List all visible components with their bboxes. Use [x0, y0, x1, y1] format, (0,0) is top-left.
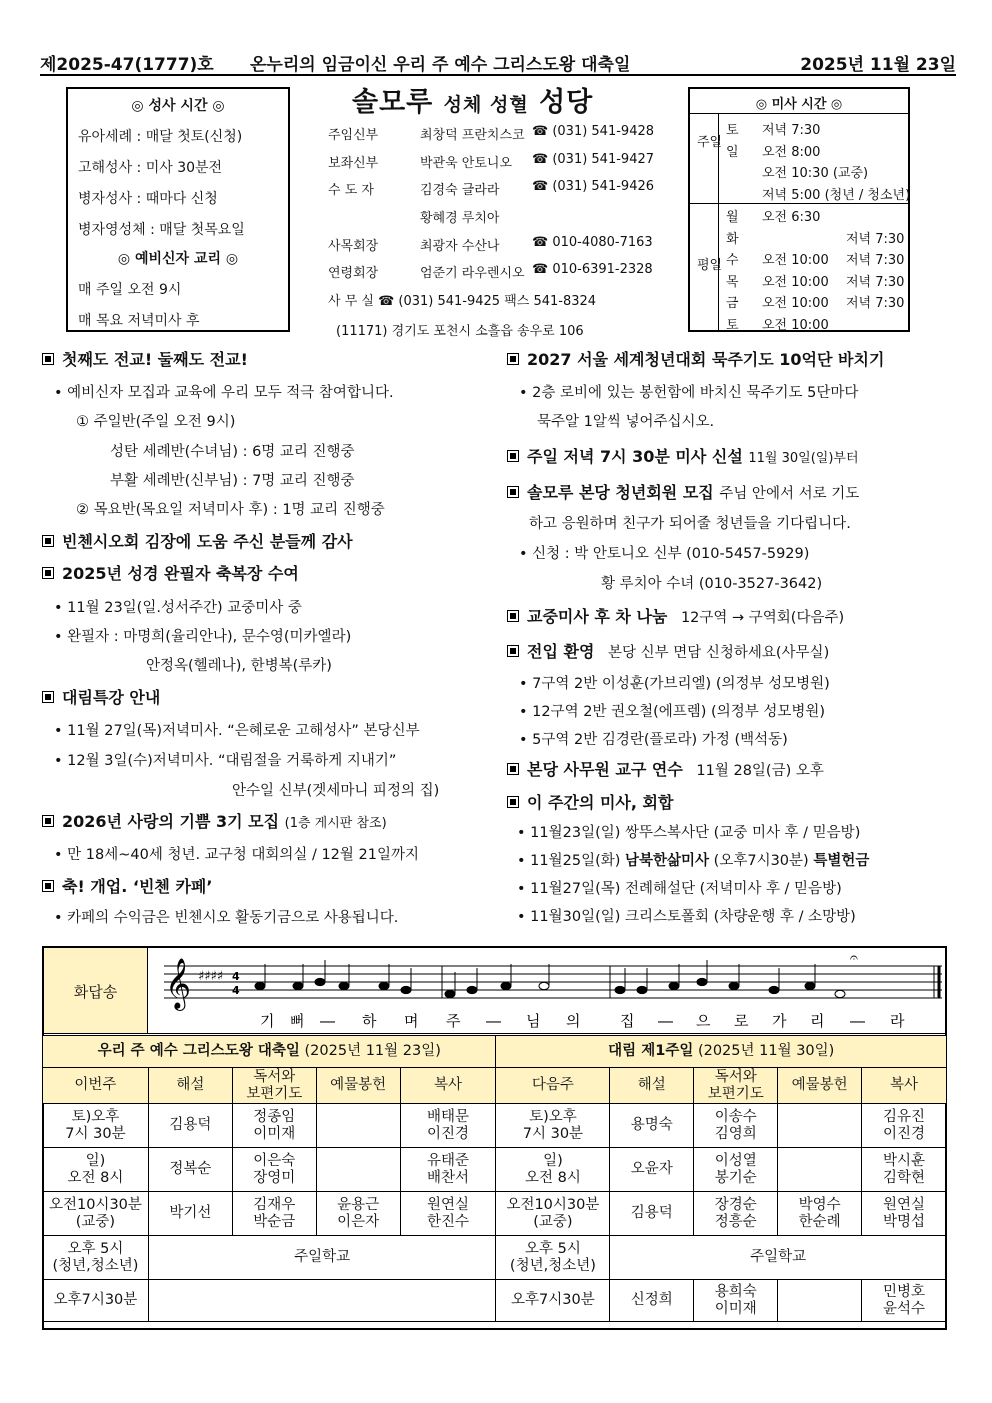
- table-row: [43, 1236, 947, 1280]
- schedule-cell: 김재우 박순금: [232, 1192, 316, 1236]
- staff-name: 엄준기 라우렌시오: [420, 266, 525, 281]
- lyric-syllable: ―: [486, 1012, 501, 1030]
- notice-line: 안수일 신부(겟세마니 피정의 집): [232, 783, 440, 799]
- schedule-header: 해설: [148, 1068, 232, 1104]
- mass-slot-cell: 오후 5시 (청년,청소년): [43, 1236, 149, 1280]
- notice-line: • 7구역 2반 이성훈(가브리엘) (의정부 성모병원): [519, 676, 830, 692]
- mass-slot-cell: 일) 오전 8시: [496, 1148, 610, 1192]
- notice-title: 대림특강 안내: [62, 688, 161, 707]
- psalm-music-staff: [150, 950, 945, 1032]
- notice-tail: 12구역 → 구역회(다음주): [680, 610, 845, 626]
- sharp-icon: ♯♯♯♯: [198, 969, 224, 984]
- notice-line: • 5구역 2반 김경란(플로라) 가정 (백석동): [519, 732, 788, 748]
- notice-line: 성탄 세례반(수녀님) : 6명 교리 진행중: [110, 444, 355, 460]
- notice-line: 묵주알 1알씩 넣어주십시오.: [537, 414, 715, 430]
- lyric-syllable: ―: [850, 1012, 865, 1030]
- schedule-cell: 주일학교: [148, 1236, 496, 1280]
- notice-line: • 11월27일(목) 전례해설단 (저녁미사 후 / 믿음방): [517, 881, 842, 897]
- mass-time: 저녁 7:30: [846, 296, 905, 311]
- mass-day: 일: [726, 144, 739, 160]
- schedule-cell: [778, 1148, 862, 1192]
- mass-time: 오전 10:00: [762, 253, 829, 268]
- notice-tail: 11월 28일(금) 오후: [696, 763, 824, 779]
- lyric-syllable: 리: [810, 1012, 825, 1030]
- notice-title: 주일 저녁 7시 30분 미사 신설: [527, 447, 743, 466]
- mass-day: 수: [726, 253, 739, 268]
- church-name: 솔모루 성체 성혈 성당: [352, 87, 594, 118]
- schedule-header: 독서와 보편기도: [694, 1068, 778, 1104]
- notice-line: • 11월 23일(일.성서주간) 교중미사 중: [54, 600, 302, 616]
- schedule-header: 다음주: [496, 1068, 610, 1104]
- notice-title: 교중미사 후 차 나눔: [527, 607, 668, 626]
- sacrament-times-box: [66, 87, 290, 332]
- staff-phone: ☎ 010-6391-2328: [532, 262, 653, 277]
- schedule-header: 복사: [862, 1068, 947, 1104]
- note-head: [401, 986, 411, 993]
- schedule-cell: 김용덕: [610, 1192, 694, 1236]
- psalm-label: 화답송: [73, 983, 118, 1001]
- staff-role: 사목회장: [328, 239, 379, 254]
- mass-time: 오전 10:00: [762, 274, 829, 290]
- schedule-cell: 정복순: [148, 1148, 232, 1192]
- staff-lines: [164, 966, 942, 998]
- sacrament-row: 병자성사 : 때마다 신청: [78, 191, 218, 207]
- notice-title: 솔모루 본당 청년회원 모집: [527, 483, 714, 502]
- mass-slot-cell: 토)오후 7시 30분: [43, 1104, 149, 1148]
- mass-slot-cell: 오후7시30분: [496, 1280, 610, 1322]
- notice-line: • 11월 27일(목)저녁미사. “은혜로운 고해성사” 본당신부: [54, 723, 420, 739]
- schedule-header: 이번주: [43, 1068, 149, 1104]
- schedule-header: 독서와 보편기도: [232, 1068, 316, 1104]
- schedule-cell: 박영수 한순례: [778, 1192, 862, 1236]
- note-head: [501, 982, 511, 989]
- staff-phone: ☎ (031) 541-9427: [532, 152, 655, 167]
- schedule-cell: 용희숙 이미재: [694, 1280, 778, 1322]
- mass-day: 토: [726, 317, 739, 333]
- note-head: [615, 986, 625, 993]
- mass-slot-cell: 토)오후 7시 30분: [496, 1104, 610, 1148]
- this-week-heading: 우리 주 예수 그리스도왕 대축일 (2025년 11월 23일): [43, 1036, 496, 1068]
- schedule-header: 해설: [610, 1068, 694, 1104]
- mass-slot-cell: 오후7시30분: [43, 1280, 149, 1322]
- schedule-cell: [316, 1148, 400, 1192]
- note-head: [255, 982, 265, 989]
- mass-time: 오전 10:30 (교중): [762, 166, 869, 181]
- sacrament-row: 고해성사 : 미사 30분전: [78, 160, 223, 176]
- schedule-cell: 윤용근 이은자: [316, 1192, 400, 1236]
- schedule-cell: 장경순 정흥순: [694, 1192, 778, 1236]
- staff-phone: ☎ (031) 541-9428: [532, 124, 655, 139]
- notice-line: • 11월30일(일) 크리스토폴회 (차량운행 후 / 소망방): [517, 909, 856, 925]
- note-head: [637, 986, 647, 993]
- schedule-cell: 배태문 이진경: [400, 1104, 496, 1148]
- church-info: [300, 80, 680, 340]
- schedule-cell: [316, 1104, 400, 1148]
- mass-times-box: [688, 87, 910, 332]
- sacrament-row: 병자영성체 : 매달 첫목요일: [78, 222, 245, 238]
- schedule-cell: 김유진 이진경: [862, 1104, 947, 1148]
- notice-line: • 신청 : 박 안토니오 신부 (010-5457-5929): [519, 546, 810, 562]
- staff-role: 연령회장: [328, 266, 379, 281]
- mass-time: 저녁 7:30: [846, 253, 905, 268]
- schedule-cell: [148, 1280, 496, 1322]
- schedule-header: 복사: [400, 1068, 496, 1104]
- notice-title: 2025년 성경 완필자 축복장 수여: [62, 564, 299, 583]
- svg-text:4: 4: [232, 984, 240, 997]
- ministry-schedule-table: [42, 1035, 947, 1322]
- note-head: [379, 982, 389, 989]
- lyric-syllable: 주: [446, 1012, 461, 1030]
- schedule-cell: [778, 1280, 862, 1322]
- bulletin-header: [40, 48, 956, 76]
- schedule-header: 예물봉헌: [778, 1068, 862, 1104]
- notice-title: 전입 환영: [527, 642, 595, 661]
- note-head: [669, 982, 679, 989]
- note-head: [539, 982, 549, 989]
- schedule-cell: 용명숙: [610, 1104, 694, 1148]
- notice-line: ① 주일반(주일 오전 9시): [76, 414, 236, 430]
- time-signature: 4: [232, 970, 240, 983]
- notice-title: 이 주간의 미사, 회합: [527, 793, 674, 812]
- notice-line: • 12구역 2반 권오철(에프렘) (의정부 성모병원): [519, 704, 826, 720]
- schedule-cell: 원연실 박명섭: [862, 1192, 947, 1236]
- notice-line: 부활 세례반(신부님) : 7명 교리 진행중: [110, 473, 355, 489]
- mass-time: 오전 6:30: [762, 210, 821, 225]
- table-row: [43, 1280, 947, 1322]
- mass-day: 금: [726, 296, 739, 311]
- note-head: [697, 978, 707, 985]
- schedule-cell: 신정희: [610, 1280, 694, 1322]
- schedule-cell: 오윤자: [610, 1148, 694, 1192]
- lyric-syllable: ―: [320, 1012, 335, 1030]
- staff-role: 수 도 자: [328, 183, 374, 198]
- table-row: [43, 1148, 947, 1192]
- issue-number: 제2025-47(1777)호: [40, 55, 214, 75]
- notice-line: • 만 18세~40세 청년. 교구청 대회의실 / 12월 21일까지: [54, 847, 419, 863]
- table-row: [43, 1192, 947, 1236]
- schedule-cell: 주일학교: [610, 1236, 947, 1280]
- mass-slot-cell: 오전10시30분 (교중): [496, 1192, 610, 1236]
- mass-day: 토: [726, 123, 739, 138]
- note-head: [315, 978, 325, 985]
- mass-time: 오전 10:00: [762, 296, 829, 311]
- office-contact: 사 무 실 ☎ (031) 541-9425 팩스 541-8324: [328, 294, 597, 309]
- notice-line: 하고 응원하며 친구가 되어줄 청년들을 기다립니다.: [529, 516, 851, 532]
- mass-day: 목: [726, 274, 739, 290]
- staff-name: 김경숙 글라라: [420, 183, 500, 198]
- treble-clef-icon: 𝄞: [165, 958, 192, 1009]
- fermata-icon: 𝄐: [850, 950, 858, 966]
- schedule-cell: 이은숙 장영미: [232, 1148, 316, 1192]
- staff-role: 주임신부: [328, 128, 379, 143]
- note-head: [339, 982, 349, 989]
- schedule-cell: [778, 1104, 862, 1148]
- feast-title: 온누리의 임금이신 우리 주 예수 그리스도왕 대축일: [250, 55, 631, 75]
- note-head: [445, 990, 455, 997]
- lyric-syllable: ―: [658, 1012, 673, 1030]
- schedule-cell: 박기선: [148, 1192, 232, 1236]
- lyric-syllable: 며: [404, 1012, 419, 1030]
- note-head: [835, 990, 845, 997]
- lyric-syllable: 집: [620, 1012, 635, 1030]
- schedule-cell: 유태준 배찬서: [400, 1148, 496, 1192]
- next-week-heading: 대림 제1주일 (2025년 11월 30일): [496, 1036, 947, 1068]
- weekday-label: 평일: [697, 258, 723, 273]
- catechumen-row: 매 주일 오전 9시: [78, 282, 182, 298]
- staff-name: 박관욱 안토니오: [420, 156, 513, 171]
- note-head: [805, 982, 815, 989]
- schedule-cell: 김용덕: [148, 1104, 232, 1148]
- sacrament-title: ◎ 성사 시간 ◎: [131, 98, 225, 114]
- mass-slot-cell: 오후 5시 (청년,청소년): [496, 1236, 610, 1280]
- schedule-cell: 민병호 윤석수: [862, 1280, 947, 1322]
- notice-line: • 카페의 수익금은 빈첸시오 활동기금으로 사용됩니다.: [54, 910, 399, 926]
- lyric-syllable: 뻐: [290, 1012, 305, 1030]
- notice-line: • 12월 3일(수)저녁미사. “대림절을 거룩하게 지내기”: [54, 753, 397, 769]
- mass-time: 저녁 7:30: [846, 231, 905, 247]
- catechumen-title: ◎ 예비신자 교리 ◎: [117, 251, 239, 267]
- mass-time: 저녁 7:30: [846, 274, 905, 290]
- table-row: [43, 1104, 947, 1148]
- mass-title: ◎ 미사 시간 ◎: [755, 97, 843, 112]
- lyric-syllable: 하: [362, 1012, 377, 1030]
- left-notices: [42, 352, 492, 932]
- mass-slot-cell: 오전10시30분 (교중): [43, 1192, 149, 1236]
- schedule-cell: 박시훈 김학현: [862, 1148, 947, 1192]
- notice-title: 첫째도 전교! 둘째도 전교!: [62, 350, 248, 369]
- mass-time: 저녁 5:00 (청년 / 청소년): [762, 187, 911, 203]
- notice-tail: 본당 신부 면담 신청하세요(사무실): [607, 645, 830, 661]
- notice-line: 황 루치아 수녀 (010-3527-3642): [601, 576, 823, 592]
- mass-slot-cell: 일) 오전 8시: [43, 1148, 149, 1192]
- mass-day: 화: [726, 231, 739, 247]
- lyric-syllable: 의: [566, 1012, 581, 1030]
- staff-phone: ☎ (031) 541-9426: [532, 179, 655, 194]
- schedule-cell: 이성열 봉기순: [694, 1148, 778, 1192]
- catechumen-row: 매 목요 저녁미사 후: [78, 313, 200, 329]
- sacrament-row: 유아세례 : 매달 첫토(신청): [78, 129, 243, 145]
- notice-title: 본당 사무원 교구 연수: [527, 760, 683, 779]
- notice-line: • 예비신자 모집과 교육에 우리 모두 적극 참여합니다.: [54, 385, 394, 401]
- psalm-label-cell: [44, 948, 148, 1034]
- note-head: [467, 986, 477, 993]
- lyric-syllable: 님: [526, 1012, 541, 1030]
- notice-line: • 완필자 : 마명희(율리안나), 문수영(미카엘라): [54, 629, 352, 645]
- notice-line: • 2층 로비에 있는 봉헌함에 바치신 묵주기도 5단마다: [519, 385, 859, 401]
- notice-title: 빈첸시오회 김장에 도움 주신 분들께 감사: [62, 532, 353, 551]
- schedule-cell: 정종임 이미재: [232, 1104, 316, 1148]
- right-notices: [507, 352, 952, 932]
- staff-phone: ☎ 010-4080-7163: [532, 235, 653, 250]
- mass-time: 오전 10:00: [762, 317, 829, 333]
- notice-line: • 11월23일(일) 쌍뚜스복사단 (교중 미사 후 / 믿음방): [517, 825, 861, 841]
- lyric-syllable: 라: [890, 1012, 905, 1030]
- schedule-cell: 원연실 한진수: [400, 1192, 496, 1236]
- mass-time: 오전 8:00: [762, 144, 821, 160]
- mass-day: 월: [726, 210, 739, 225]
- sunday-label: 주일: [697, 135, 723, 150]
- schedule-cell: 이송수 김영희: [694, 1104, 778, 1148]
- staff-role: 보좌신부: [328, 156, 379, 171]
- staff-name: 최광자 수산나: [420, 239, 500, 254]
- notice-note: 11월 30일(일)부터: [748, 451, 859, 466]
- note-head: [293, 982, 303, 989]
- bulletin-date: 2025년 11월 23일: [800, 55, 956, 75]
- notice-line: ② 목요반(목요일 저녁미사 후) : 1명 교리 진행중: [76, 502, 385, 518]
- notice-title: 2027 서울 세계청년대회 묵주기도 10억단 바치기: [527, 350, 885, 369]
- notice-tail: 주님 안에서 서로 기도: [719, 486, 860, 502]
- notice-title: 2026년 사랑의 기쁨 3기 모집: [62, 812, 280, 831]
- lyric-syllable: 가: [772, 1012, 787, 1030]
- notice-title: 축! 개업. ‘빈첸 카페’: [62, 877, 213, 896]
- schedule-header: 예물봉헌: [316, 1068, 400, 1104]
- staff-name: 황혜경 루치아: [420, 211, 500, 226]
- notice-line: • 11월25일(화) 남북한삶미사 (오후7시30분) 특별헌금: [517, 853, 870, 869]
- note-head: [769, 986, 779, 993]
- notice-note: (1층 게시판 참조): [284, 816, 387, 831]
- lyric-syllable: 로: [734, 1012, 749, 1030]
- lyric-syllable: 으: [696, 1012, 711, 1030]
- lyric-syllable: 기: [260, 1012, 275, 1030]
- staff-name: 최창덕 프란치스코: [420, 128, 525, 143]
- mass-time: 저녁 7:30: [762, 123, 821, 138]
- note-head: [729, 982, 739, 989]
- psalm-lyrics: [260, 1012, 905, 1030]
- church-address: (11171) 경기도 포천시 소흘읍 송우로 106: [336, 324, 584, 339]
- notice-line: 안정옥(헬레나), 한병복(루카): [146, 658, 332, 674]
